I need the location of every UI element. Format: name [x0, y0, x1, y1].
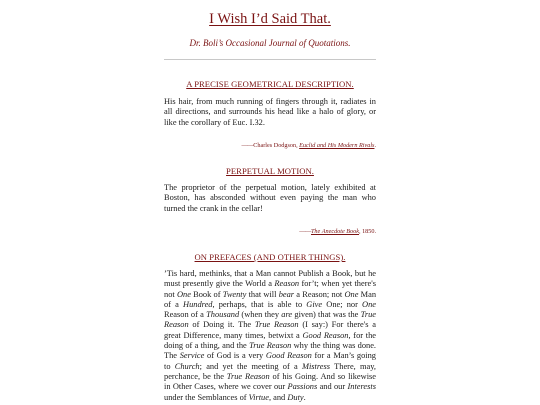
emphasis-text: Good Reason: [265, 351, 312, 361]
entry-attribution: [164, 142, 376, 149]
emphasis-text: Twenty: [222, 289, 247, 299]
text-segment: for a Man’s going to: [164, 351, 376, 371]
text-segment: , perhaps, that is able to: [212, 299, 307, 309]
text-segment: Man of a: [164, 289, 377, 309]
text-segment: and our: [317, 382, 348, 392]
emphasis-text: Mistress: [301, 361, 331, 371]
emphasis-text: Service: [179, 351, 205, 361]
journal-title[interactable]: [0, 11, 540, 28]
emphasis-text: One: [344, 289, 359, 299]
entry-text: His hair, from much running of fingers through it, radiates in all directions, and surrounds his head like a halo of glory, or like the corollary of Euc. I.32.: [164, 97, 376, 127]
attribution-dash: ——: [241, 142, 254, 149]
emphasis-text: Passions: [287, 382, 318, 392]
attribution-work-link[interactable]: The Anecdote Book: [310, 228, 359, 235]
emphasis-text: Reason: [274, 279, 300, 289]
header-divider: [164, 59, 376, 60]
emphasis-text: One: [362, 299, 376, 309]
text-segment: There, may, perchance, be the: [164, 361, 376, 381]
emphasis-text: Thousand: [206, 310, 240, 320]
text-segment: given) that was the: [292, 310, 361, 320]
text-segment: ’Tis hard, methinks, that a Man cannot Publish a Book, but he must presently give the World a: [164, 269, 376, 289]
attribution-dash: ——: [299, 228, 311, 235]
entry-heading-text: PERPETUAL MOTION.: [226, 166, 314, 176]
entry-text: The proprietor of the perpetual motion, lately exhibited at Boston, has absconded without even paying the man who turned the crank in the cellar!: [164, 183, 376, 213]
emphasis-text: Good Reason: [302, 330, 349, 340]
text-segment: (I say:) For there's a great Difference, many times, betwixt a: [164, 320, 376, 340]
emphasis-text: are: [281, 310, 293, 320]
text-segment: Reason of a: [164, 310, 207, 320]
entry-heading: [164, 166, 376, 176]
emphasis-text: True Reason: [254, 320, 299, 330]
emphasis-text: Church: [174, 361, 200, 371]
emphasis-text: Duty: [287, 392, 304, 402]
emphasis-text: True Reason: [249, 341, 292, 351]
entry-text: [164, 269, 376, 403]
text-segment: Book of: [190, 289, 223, 299]
text-segment: ; and yet the meeting of a: [199, 361, 302, 371]
entry-heading: [164, 252, 376, 262]
text-segment: .: [303, 392, 306, 402]
text-segment: One; nor: [322, 299, 363, 309]
text-segment: of his Going. And so likewise in Other Cases, where we cover our: [164, 371, 376, 392]
emphasis-text: Hundred: [183, 299, 213, 309]
emphasis-text: Virtue: [248, 392, 269, 402]
text-segment: that will: [246, 289, 279, 299]
emphasis-text: True Reason: [226, 371, 270, 381]
journal-title-link[interactable]: I Wish I’d Said That.: [209, 11, 331, 27]
text-segment: under the Semblances of: [164, 392, 249, 402]
text-segment: , for the doing of a thing, and the: [164, 330, 376, 351]
text-segment: (when they: [239, 310, 282, 320]
entry-attribution: [164, 228, 376, 235]
text-segment: why the thing was done. The: [164, 341, 377, 361]
journal-subtitle: Dr. Boli’s Occasional Journal of Quotations.: [189, 38, 351, 48]
emphasis-text: Interests: [347, 382, 376, 392]
entry-heading-text: ON PREFACES (AND OTHER THINGS).: [194, 252, 346, 262]
emphasis-text: Give: [306, 299, 323, 309]
entry-heading: [164, 79, 376, 89]
attribution-work-link[interactable]: Euclid and His Modern Rivals: [299, 142, 375, 149]
emphasis-text: One: [176, 289, 191, 299]
text-segment: for’t; when yet there's not: [164, 279, 376, 299]
text-segment: of God is a very: [204, 351, 266, 361]
text-segment: , and: [268, 392, 288, 402]
entry-heading-text: A PRECISE GEOMETRICAL DESCRIPTION.: [186, 79, 354, 89]
emphasis-text: bear: [278, 289, 295, 299]
text-segment: of Doing it. The: [188, 320, 255, 330]
attribution-trail: .: [374, 142, 376, 149]
text-segment: a Reason; not: [294, 289, 345, 299]
emphasis-text: True Reason: [164, 310, 376, 330]
attribution-author: Charles Dodgson,: [253, 142, 300, 149]
attribution-trail: , 1850.: [358, 228, 376, 235]
